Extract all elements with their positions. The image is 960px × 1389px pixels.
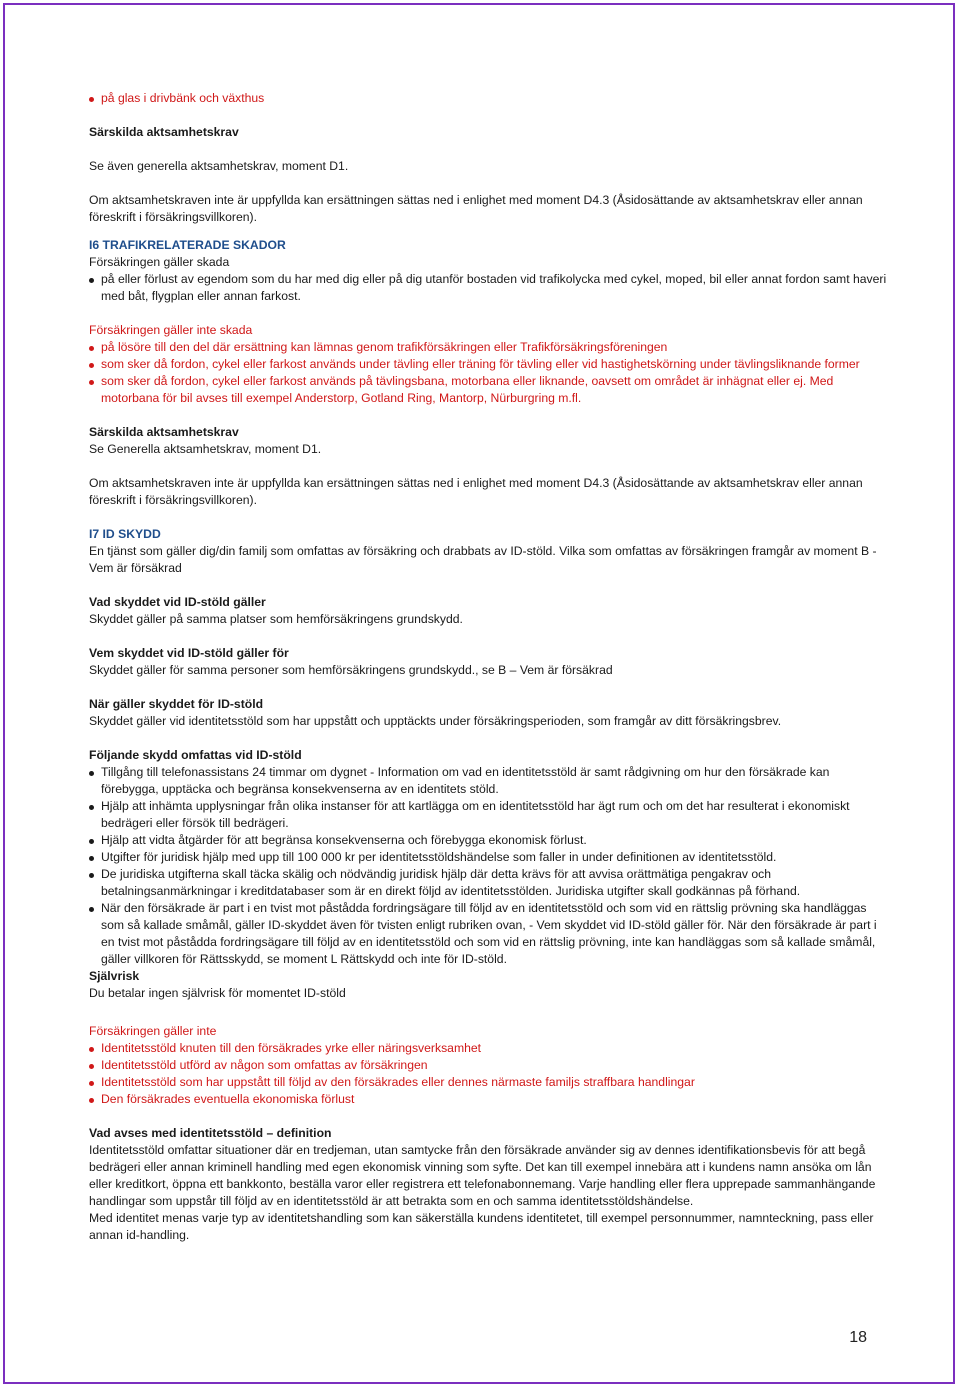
document-page [3, 3, 955, 1384]
exclusions-heading: Försäkringen gäller inte [89, 1024, 217, 1038]
coverage-list [89, 764, 889, 968]
exclusions-list [89, 339, 889, 407]
list-item-text: som sker då fordon, cykel eller farkost används på tävlingsbana, motorbana eller liknande, oavsett om området är inhägnat eller ej. Med motorbana för bil avses till exempel Anderstorp, Gotland Ring, Mantorp, Nürburgring m.fl. [101, 374, 834, 405]
bullet-icon [89, 907, 94, 912]
list-item [89, 764, 889, 798]
bullet-icon [89, 805, 94, 810]
section-heading: Vad avses med identitetsstöld – definition [89, 1126, 332, 1140]
list-item-text: på eller förlust av egendom som du har med dig eller på dig utanför bostaden vid trafikolycka med cykel, moped, bil eller annat fordon samt haveri med båt, flygplan eller annan farkost. [101, 272, 887, 303]
list-item-text: Hjälp att inhämta upplysningar från olika instanser för att kartlägga om en identitetsstöld har ägt rum och om det har resulterat i ekonomiskt bedrägeri eller försök till bedrägeri. [101, 799, 850, 830]
list-item [89, 832, 889, 849]
list-item [89, 1091, 889, 1108]
list-item [89, 373, 889, 407]
body-text: Identitetsstöld omfattar situationer där en tredjeman, utan samtycke från den försäkrade använder sig av dennes identifikationsbevis för att begå bedrägeri eller annan kriminell handling med egen ekonomisk vinning som syfte. Det kan till exempel innebära att i kundens namn ansöka om lån eller kreditkort, öppna ett bankkonto, beställa varor eller registrera ett telefonabonnemang. Varje handling eller flera upprepade sammanhängande handlingar som uppstår till följd av en identitetsstöld är att betrakta som en och samma identitetsstöldshändelse. [89, 1143, 876, 1208]
list-item-text: Identitetsstöld utförd av någon som omfattas av försäkringen [101, 1058, 428, 1072]
list-item [89, 339, 889, 356]
bullet-icon [89, 1064, 94, 1069]
list-item [89, 866, 889, 900]
list-item [89, 271, 889, 305]
list-item-text: Identitetsstöld som har uppstått till följd av den försäkrades eller dennes närmaste familjs straffbara handlingar [101, 1075, 695, 1089]
list-item-text: Identitetsstöld knuten till den försäkrades yrke eller näringsverksamhet [101, 1041, 482, 1055]
list-item-text: på glas i drivbänk och växthus [101, 91, 265, 105]
list-item-text: på lösöre till den del där ersättning kan lämnas genom trafikförsäkringen eller Trafikförsäkringsföreningen [101, 340, 668, 354]
body-text: Skyddet gäller på samma platser som hemförsäkringens grundskydd. [89, 612, 463, 626]
reference-text: Se även generella aktsamhetskrav, moment D1. [89, 159, 349, 173]
section-title-i6: I6 TRAFIKRELATERADE SKADOR [89, 238, 286, 252]
page-content [89, 90, 889, 1244]
bullet-icon [89, 1081, 94, 1086]
list-item [89, 1057, 889, 1074]
section-heading: När gäller skyddet för ID-stöld [89, 697, 264, 711]
list-item-text: som sker då fordon, cykel eller farkost används under tävling eller träning för tävling eller vid hastighetskörning under tävlingsliknande former [101, 357, 860, 371]
list-item [89, 798, 889, 832]
bullet-icon [89, 1047, 94, 1052]
bullet-icon [89, 1098, 94, 1103]
body-text: Du betalar ingen självrisk för momentet ID-stöld [89, 986, 346, 1000]
list-item-text: De juridiska utgifterna skall täcka skälig och nödvändig juridisk hjälp där detta krävs för att avvisa orättmätiga pengakrav och betalningsanmärkningar i kreditdatabaser som är en direkt följd av identitetsstölden. Juridiska utgifter skall godkännas på förhand. [101, 867, 801, 898]
list-item-text: Den försäkrades eventuella ekonomiska förlust [101, 1092, 355, 1106]
section-heading: Vem skyddet vid ID-stöld gäller för [89, 646, 289, 660]
body-text: En tjänst som gäller dig/din familj som omfattas av försäkring och drabbats av ID-stöld. Vilka som omfattas av försäkringen framgår av moment B - Vem är försäkrad [89, 544, 877, 575]
list-item [89, 356, 889, 373]
section-heading: Särskilda aktsamhetskrav [89, 125, 239, 139]
section-heading: Följande skydd omfattas vid ID-stöld [89, 748, 302, 762]
section-heading: Särskilda aktsamhetskrav [89, 425, 239, 439]
bullet-icon [89, 97, 94, 102]
list-item [89, 1040, 889, 1057]
bullet-icon [89, 873, 94, 878]
section-heading: Vad skyddet vid ID-stöld gäller [89, 595, 266, 609]
exclusions-list [89, 1040, 889, 1108]
body-text: Skyddet gäller vid identitetsstöld som har uppstått och upptäckts under försäkringsperioden, som framgår av ditt försäkringsbrev. [89, 714, 782, 728]
list-item-text: När den försäkrade är part i en tvist mot påstådda fordringsägare till följd av en identitetsstöld och som vid en rättslig prövning ska handläggas som så kallade småmål, gäller ID-skyddet även för tvisten enligt rubriken ovan, - Vem skyddet vid ID-stöld gäller för. När den försäkrade är part i en tvist mot påstådda fordringsägare till följd av en identitetsstöld och som vid en rättslig prövning, inte kan handläggas som så kallade småmål, gäller villkoren för Rättsskydd, se moment L Rättskydd och inte för ID-stöld. [101, 901, 877, 966]
exclusions-heading: Försäkringen gäller inte skada [89, 323, 253, 337]
list-item [89, 1074, 889, 1091]
bullet-icon [89, 380, 94, 385]
list-item [89, 900, 889, 968]
list-item-text: Tillgång till telefonassistans 24 timmar om dygnet - Information om vad en identitetsstöld är samt rådgivning om hur den försäkrade kan förebygga, upptäcka och begränsa konsekvenserna av en identitets stöld. [101, 765, 830, 796]
section-heading: Självrisk [89, 969, 140, 983]
list-item-text: Utgifter för juridisk hjälp med upp till 100 000 kr per identitetsstöldshändelse som faller in under definitionen av identitetsstöld. [101, 850, 777, 864]
body-text: Skyddet gäller för samma personer som hemförsäkringens grundskydd., se B – Vem är försäkrad [89, 663, 613, 677]
bullet-icon [89, 771, 94, 776]
list-item [89, 90, 889, 107]
body-text: Med identitet menas varje typ av identitetshandling som kan säkerställa kundens identitetet, till exempel personnummer, namnteckning, pass eller annan id-handling. [89, 1211, 874, 1242]
bullet-icon [89, 839, 94, 844]
applies-list [89, 271, 889, 305]
list-item-text: Hjälp att vidta åtgärder för att begränsa konsekvenserna och förebygga ekonomisk förlust. [101, 833, 587, 847]
reference-text: Se Generella aktsamhetskrav, moment D1. [89, 442, 322, 456]
body-text: Om aktsamhetskraven inte är uppfyllda kan ersättningen sättas ned i enlighet med moment D4.3 (Åsidosättande av aktsamhetskrav eller annan föreskrift i försäkringsvillkoren). [89, 476, 863, 507]
list-item [89, 849, 889, 866]
bullet-icon [89, 278, 94, 283]
bullet-icon [89, 363, 94, 368]
top-bullet-list [89, 90, 889, 107]
applies-heading: Försäkringen gäller skada [89, 255, 230, 269]
page-number: 18 [849, 1329, 867, 1346]
bullet-icon [89, 346, 94, 351]
bullet-icon [89, 856, 94, 861]
body-text: Om aktsamhetskraven inte är uppfyllda kan ersättningen sättas ned i enlighet med moment D4.3 (Åsidosättande av aktsamhetskrav eller annan föreskrift i försäkringsvillkoren). [89, 193, 863, 224]
section-title-i7: I7 ID SKYDD [89, 527, 161, 541]
